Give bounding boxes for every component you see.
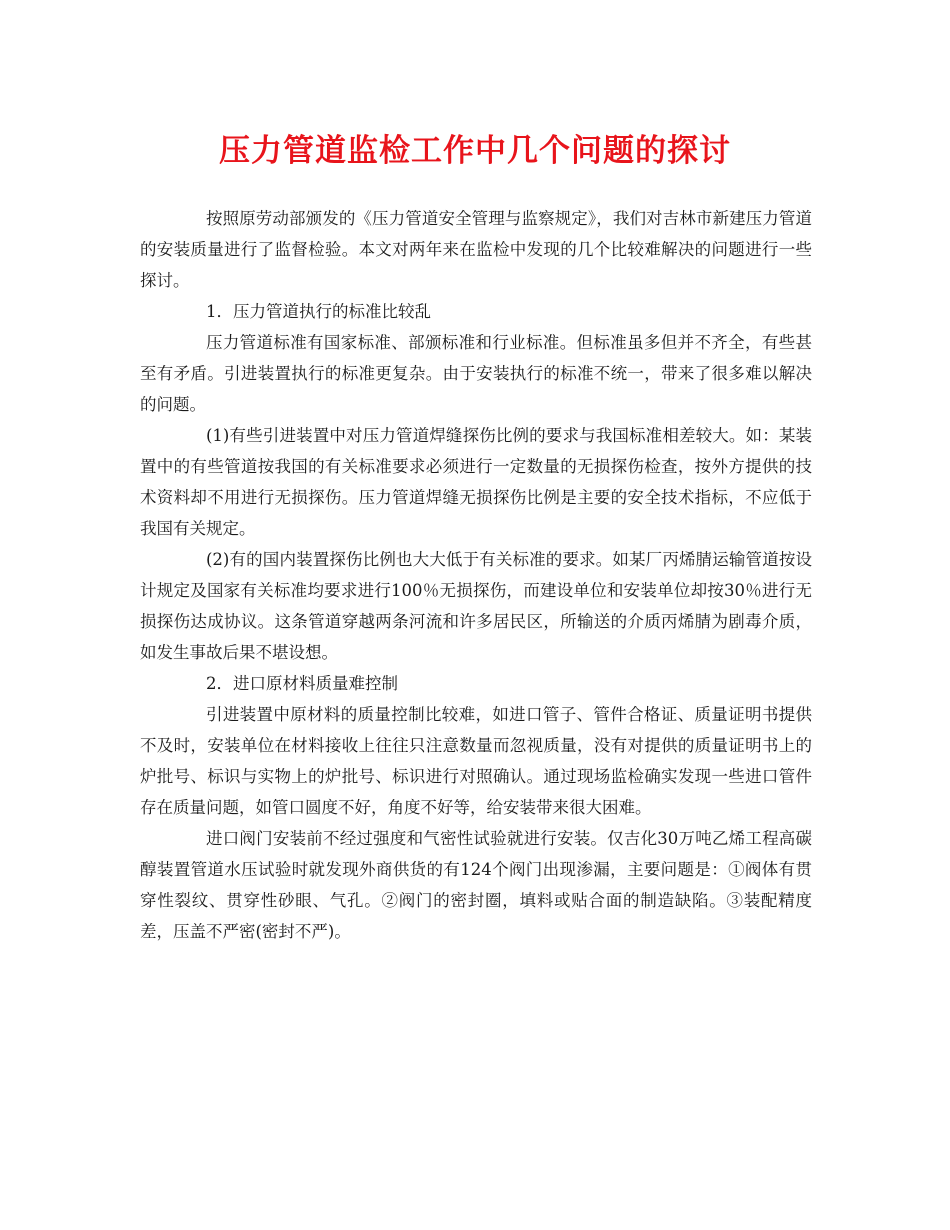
document-title: 压力管道监检工作中几个问题的探讨 [219,133,731,169]
paragraph-valves: 进口阀门安装前不经过强度和气密性试验就进行安装。仅吉化30万吨乙烯工程高碳醇装置管道水压试验时就发现外商供货的有124个阀门出现渗漏，主要问题是：①阀体有贯穿性裂纹、贯穿性砂眼、气孔。②阀门的密封圈，填料或贴合面的制造缺陷。③装配精度差，压盖不严密(密封不严)。 [140,829,812,941]
section-heading-1: 1．压力管道执行的标准比较乱 [206,302,431,321]
paragraph-intro: 按照原劳动部颁发的《压力管道安全管理与监察规定》，我们对吉林市新建压力管道的安装质量进行了监督检验。本文对两年来在监检中发现的几个比较难解决的问题进行一些探讨。 [140,209,812,290]
paragraph-materials: 引进装置中原材料的质量控制比较难，如进口管子、管件合格证、质量证明书提供不及时，安装单位在材料接收上往往只注意数量而忽视质量，没有对提供的质量证明书上的炉批号、标识与实物上的炉批号、标识进行对照确认。通过现场监检确实发现一些进口管件存在质量问题，如管口圆度不好，角度不好等，给安装带来很大困难。 [140,705,812,817]
document-body [140,203,812,947]
paragraph-item-1: (1)有些引进装置中对压力管道焊缝探伤比例的要求与我国标准相差较大。如：某装置中的有些管道按我国的有关标准要求必须进行一定数量的无损探伤检查，按外方提供的技术资料却不用进行无损探伤。压力管道焊缝无损探伤比例是主要的安全技术指标，不应低于我国有关规定。 [140,426,812,538]
section-heading-2: 2．进口原材料质量难控制 [206,674,398,693]
paragraph-standards: 压力管道标准有国家标准、部颁标准和行业标准。但标准虽多但并不齐全，有些甚至有矛盾。引进装置执行的标准更复杂。由于安装执行的标准不统一，带来了很多难以解决的问题。 [140,333,812,414]
paragraph-item-2: (2)有的国内装置探伤比例也大大低于有关标准的要求。如某厂丙烯腈运输管道按设计规定及国家有关标准均要求进行100％无损探伤，而建设单位和安装单位却按30％进行无损探伤达成协议。这条管道穿越两条河流和许多居民区，所输送的介质丙烯腈为剧毒介质，如发生事故后果不堪设想。 [140,550,812,662]
